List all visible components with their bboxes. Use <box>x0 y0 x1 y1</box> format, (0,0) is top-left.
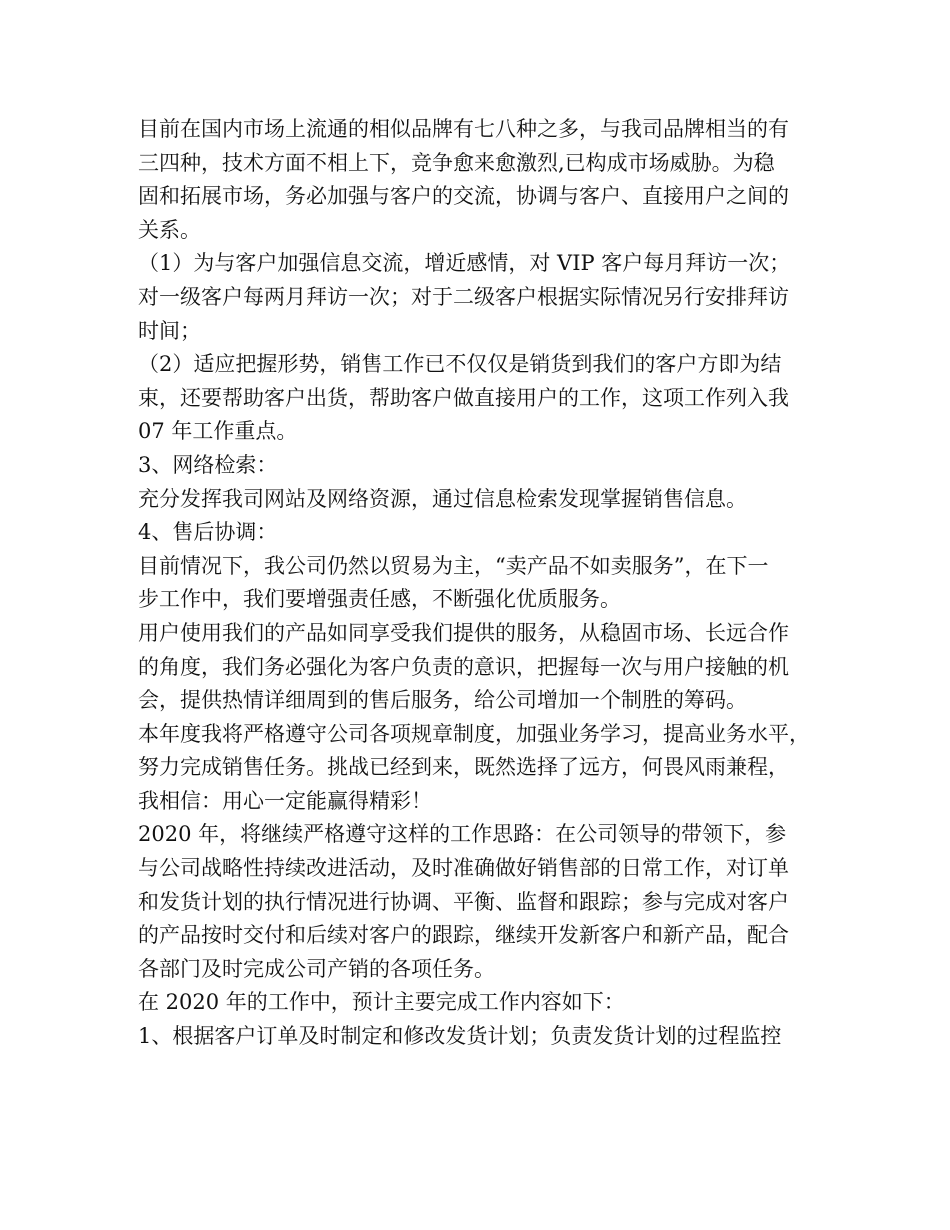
text-line: 在 2020 年的工作中，预计主要完成工作内容如下： <box>138 990 625 1015</box>
document-body <box>138 113 818 1054</box>
text-line: 07 年工作重点。 <box>138 419 298 444</box>
text-line: 充分发挥我司网站及网络资源，通过信息检索发现掌握销售信息。 <box>138 486 747 511</box>
text-line: 我相信：用心一定能赢得精彩！ <box>138 788 432 813</box>
text-line: 努力完成销售任务。挑战已经到来，既然选择了远方，何畏风雨兼程， <box>138 755 789 780</box>
text-line: 固和拓展市场，务必加强与客户的交流，协调与客户、直接用户之间的 <box>138 184 789 209</box>
text-line: 2020 年，将继续严格遵守这样的工作思路：在公司领导的带领下，参 <box>138 822 787 847</box>
text-line: （2）适应把握形势，销售工作已不仅仅是销货到我们的客户方即为结 <box>138 352 782 377</box>
text-line: 步工作中，我们要增强责任感，不断强化优质服务。 <box>138 587 621 612</box>
text-line: 时间； <box>138 318 201 343</box>
text-line: 的产品按时交付和后续对客户的跟踪，继续开发新客户和新产品，配合 <box>138 923 789 948</box>
section-heading: 3、网络检索： <box>138 452 278 477</box>
text-line: 对一级客户每两月拜访一次；对于二级客户根据实际情况另行安排拜访 <box>138 284 789 309</box>
text-line: 三四种，技术方面不相上下，竞争愈来愈激烈,已构成市场威胁。为稳 <box>138 150 775 175</box>
text-line: 本年度我将严格遵守公司各项规章制度，加强业务学习，提高业务水平， <box>138 721 810 746</box>
text-line: 束，还要帮助客户出货，帮助客户做直接用户的工作，这项工作列入我 <box>138 385 789 410</box>
text-line: 用户使用我们的产品如同享受我们提供的服务，从稳固市场、长远合作 <box>138 620 789 645</box>
text-line: 与公司战略性持续改进活动，及时准确做好销售部的日常工作，对订单 <box>138 856 789 881</box>
text-line: 关系。 <box>138 217 201 242</box>
text-line: 各部门及时完成公司产销的各项任务。 <box>138 956 495 981</box>
text-line: 会，提供热情详细周到的售后服务，给公司增加一个制胜的筹码。 <box>138 688 747 713</box>
text-line: 目前在国内市场上流通的相似品牌有七八种之多，与我司品牌相当的有 <box>138 117 789 141</box>
text-line: 的角度，我们务必强化为客户负责的意识，把握每一次与用户接触的机 <box>138 654 789 679</box>
text-line: 1、根据客户订单及时制定和修改发货计划；负责发货计划的过程监控 <box>138 1024 782 1049</box>
text-line: （1）为与客户加强信息交流，增近感情，对 VIP 客户每月拜访一次； <box>138 251 791 276</box>
section-heading: 4、售后协调： <box>138 520 278 545</box>
text-line: 和发货计划的执行情况进行协调、平衡、监督和跟踪；参与完成对客户 <box>138 889 789 914</box>
text-line: 目前情况下，我公司仍然以贸易为主，“卖产品不如卖服务”，在下一 <box>138 553 769 578</box>
